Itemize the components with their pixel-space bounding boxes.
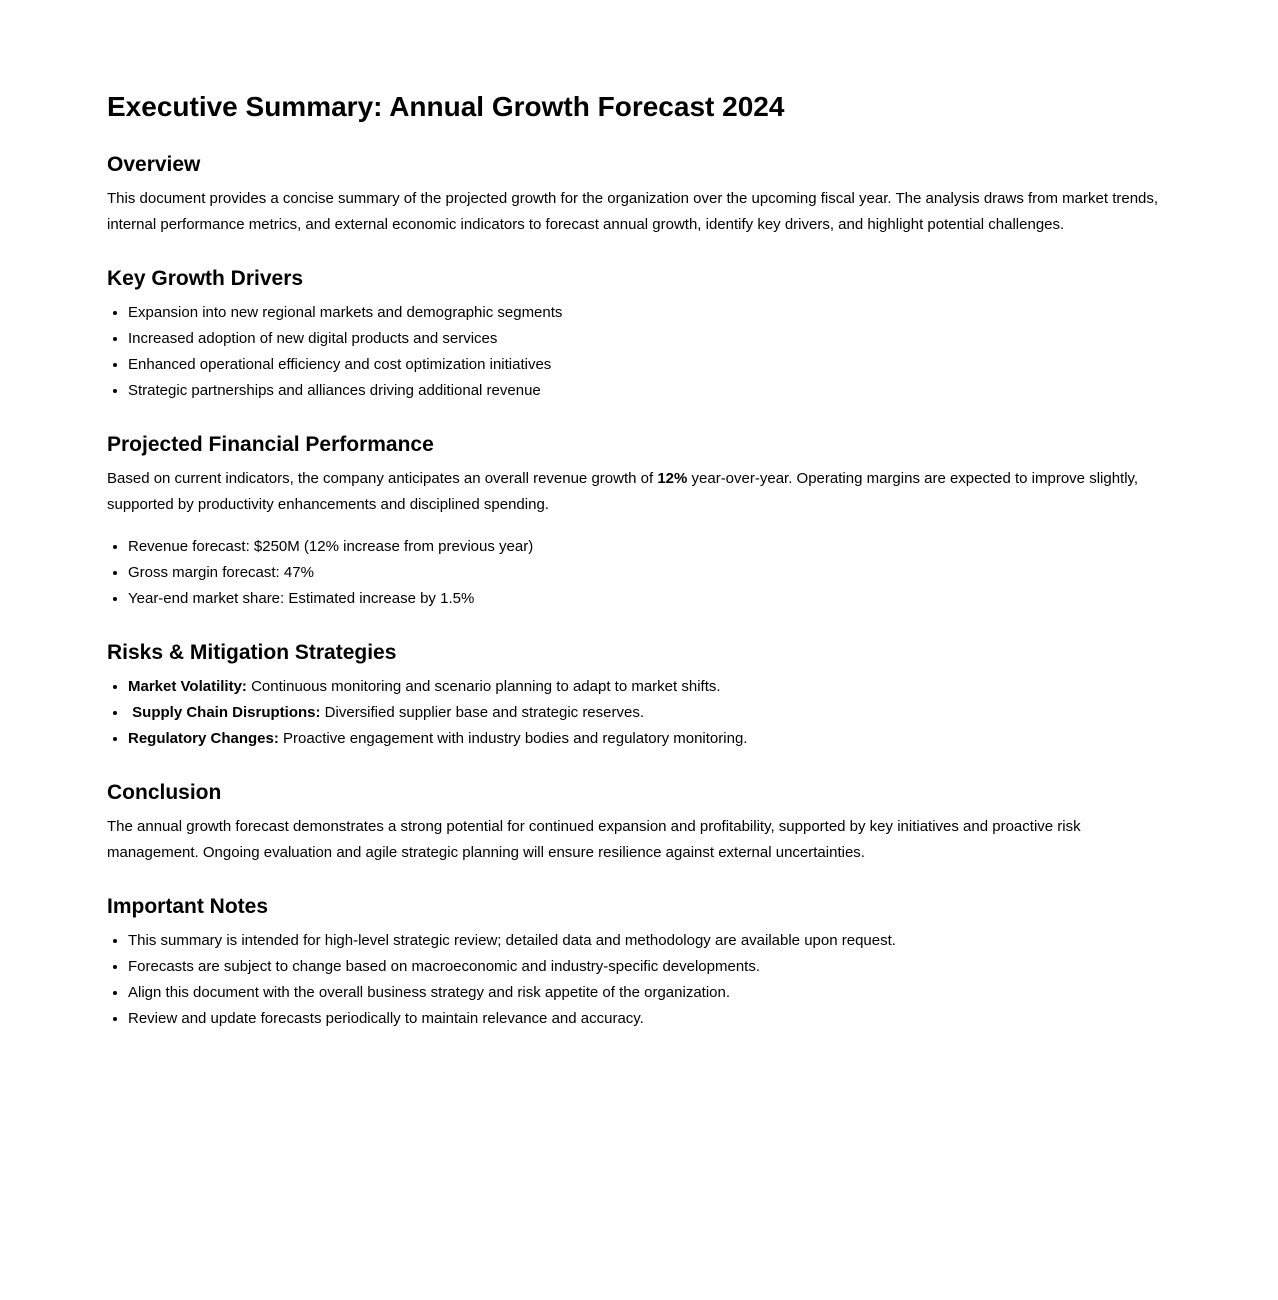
list-item: • Strategic partnerships and alliances driving additional revenue (128, 378, 1171, 404)
overview-heading: Overview (107, 153, 201, 176)
list-item: • This summary is intended for high-level strategic review; detailed data and methodology are available upon request. (128, 928, 1171, 954)
growth-percent-bold: 12% (657, 470, 688, 487)
list-item: • Year-end market share: Estimated increase by 1.5% (128, 586, 1171, 612)
key-growth-drivers-heading: Key Growth Drivers (107, 267, 304, 290)
list-item: • Increased adoption of new digital products and services (128, 326, 1171, 352)
list-item: • Expansion into new regional markets and demographic segments (128, 300, 1171, 326)
risk-item-text: Proactive engagement with industry bodies and regulatory monitoring. (278, 730, 748, 747)
projected-financial-performance-paragraph (107, 466, 1171, 518)
financial-forecast-list (107, 534, 1171, 612)
projected-financial-performance-heading: Projected Financial Performance (107, 433, 434, 456)
list-item: • Forecasts are subject to change based on macroeconomic and industry-specific developments. (128, 954, 1171, 980)
list-item: • Enhanced operational efficiency and cost optimization initiatives (128, 352, 1171, 378)
section-key-growth-drivers (107, 266, 1171, 404)
risk-item-text: Continuous monitoring and scenario planning to adapt to market shifts. (246, 678, 721, 695)
section-overview (107, 152, 1171, 238)
list-item: • Revenue forecast: $250M (12% increase from previous year) (128, 534, 1171, 560)
risks-mitigation-heading: Risks & Mitigation Strategies (107, 641, 397, 664)
list-item: • Review and update forecasts periodically to maintain relevance and accuracy. (128, 1006, 1171, 1032)
risks-list (107, 674, 1171, 752)
section-risks-mitigation (107, 640, 1171, 752)
risk-item-text: Diversified supplier base and strategic reserves. (320, 704, 644, 721)
risk-item (128, 700, 1171, 726)
overview-paragraph: This document provides a concise summary of the projected growth for the organization over the upcoming fiscal year. The analysis draws from market trends, internal performance metrics, and external economic indicators to forecast annual growth, identify key drivers, and highlight potential challenges. (107, 190, 1159, 233)
risk-item-label: Regulatory Changes: (128, 730, 279, 747)
risk-item (128, 726, 1171, 752)
section-conclusion (107, 780, 1171, 866)
section-important-notes (107, 894, 1171, 1032)
paragraph-text: year-over-year. Operating margins are expected to improve slightly, supported by productivity enhancements and disciplined spending. (107, 470, 1139, 513)
risk-item-label: Supply Chain Disruptions: (128, 704, 321, 721)
key-growth-drivers-list (107, 300, 1171, 404)
conclusion-paragraph: The annual growth forecast demonstrates a strong potential for continued expansion and profitability, supported by key initiatives and proactive risk management. Ongoing evaluation and agile strategic planning will ensure resilience against external uncertainties. (107, 818, 1081, 861)
conclusion-heading: Conclusion (107, 781, 222, 804)
risk-item (128, 674, 1171, 700)
section-projected-financial-performance (107, 432, 1171, 612)
important-notes-heading: Important Notes (107, 895, 269, 918)
paragraph-text: Based on current indicators, the company anticipates an overall revenue growth of (107, 470, 658, 487)
document-title: Executive Summary: Annual Growth Forecast 2024 (107, 91, 785, 122)
important-notes-list (107, 928, 1171, 1032)
list-item: • Align this document with the overall business strategy and risk appetite of the organization. (128, 980, 1171, 1006)
list-item: • Gross margin forecast: 47% (128, 560, 1171, 586)
risk-item-label: Market Volatility: (128, 678, 247, 695)
